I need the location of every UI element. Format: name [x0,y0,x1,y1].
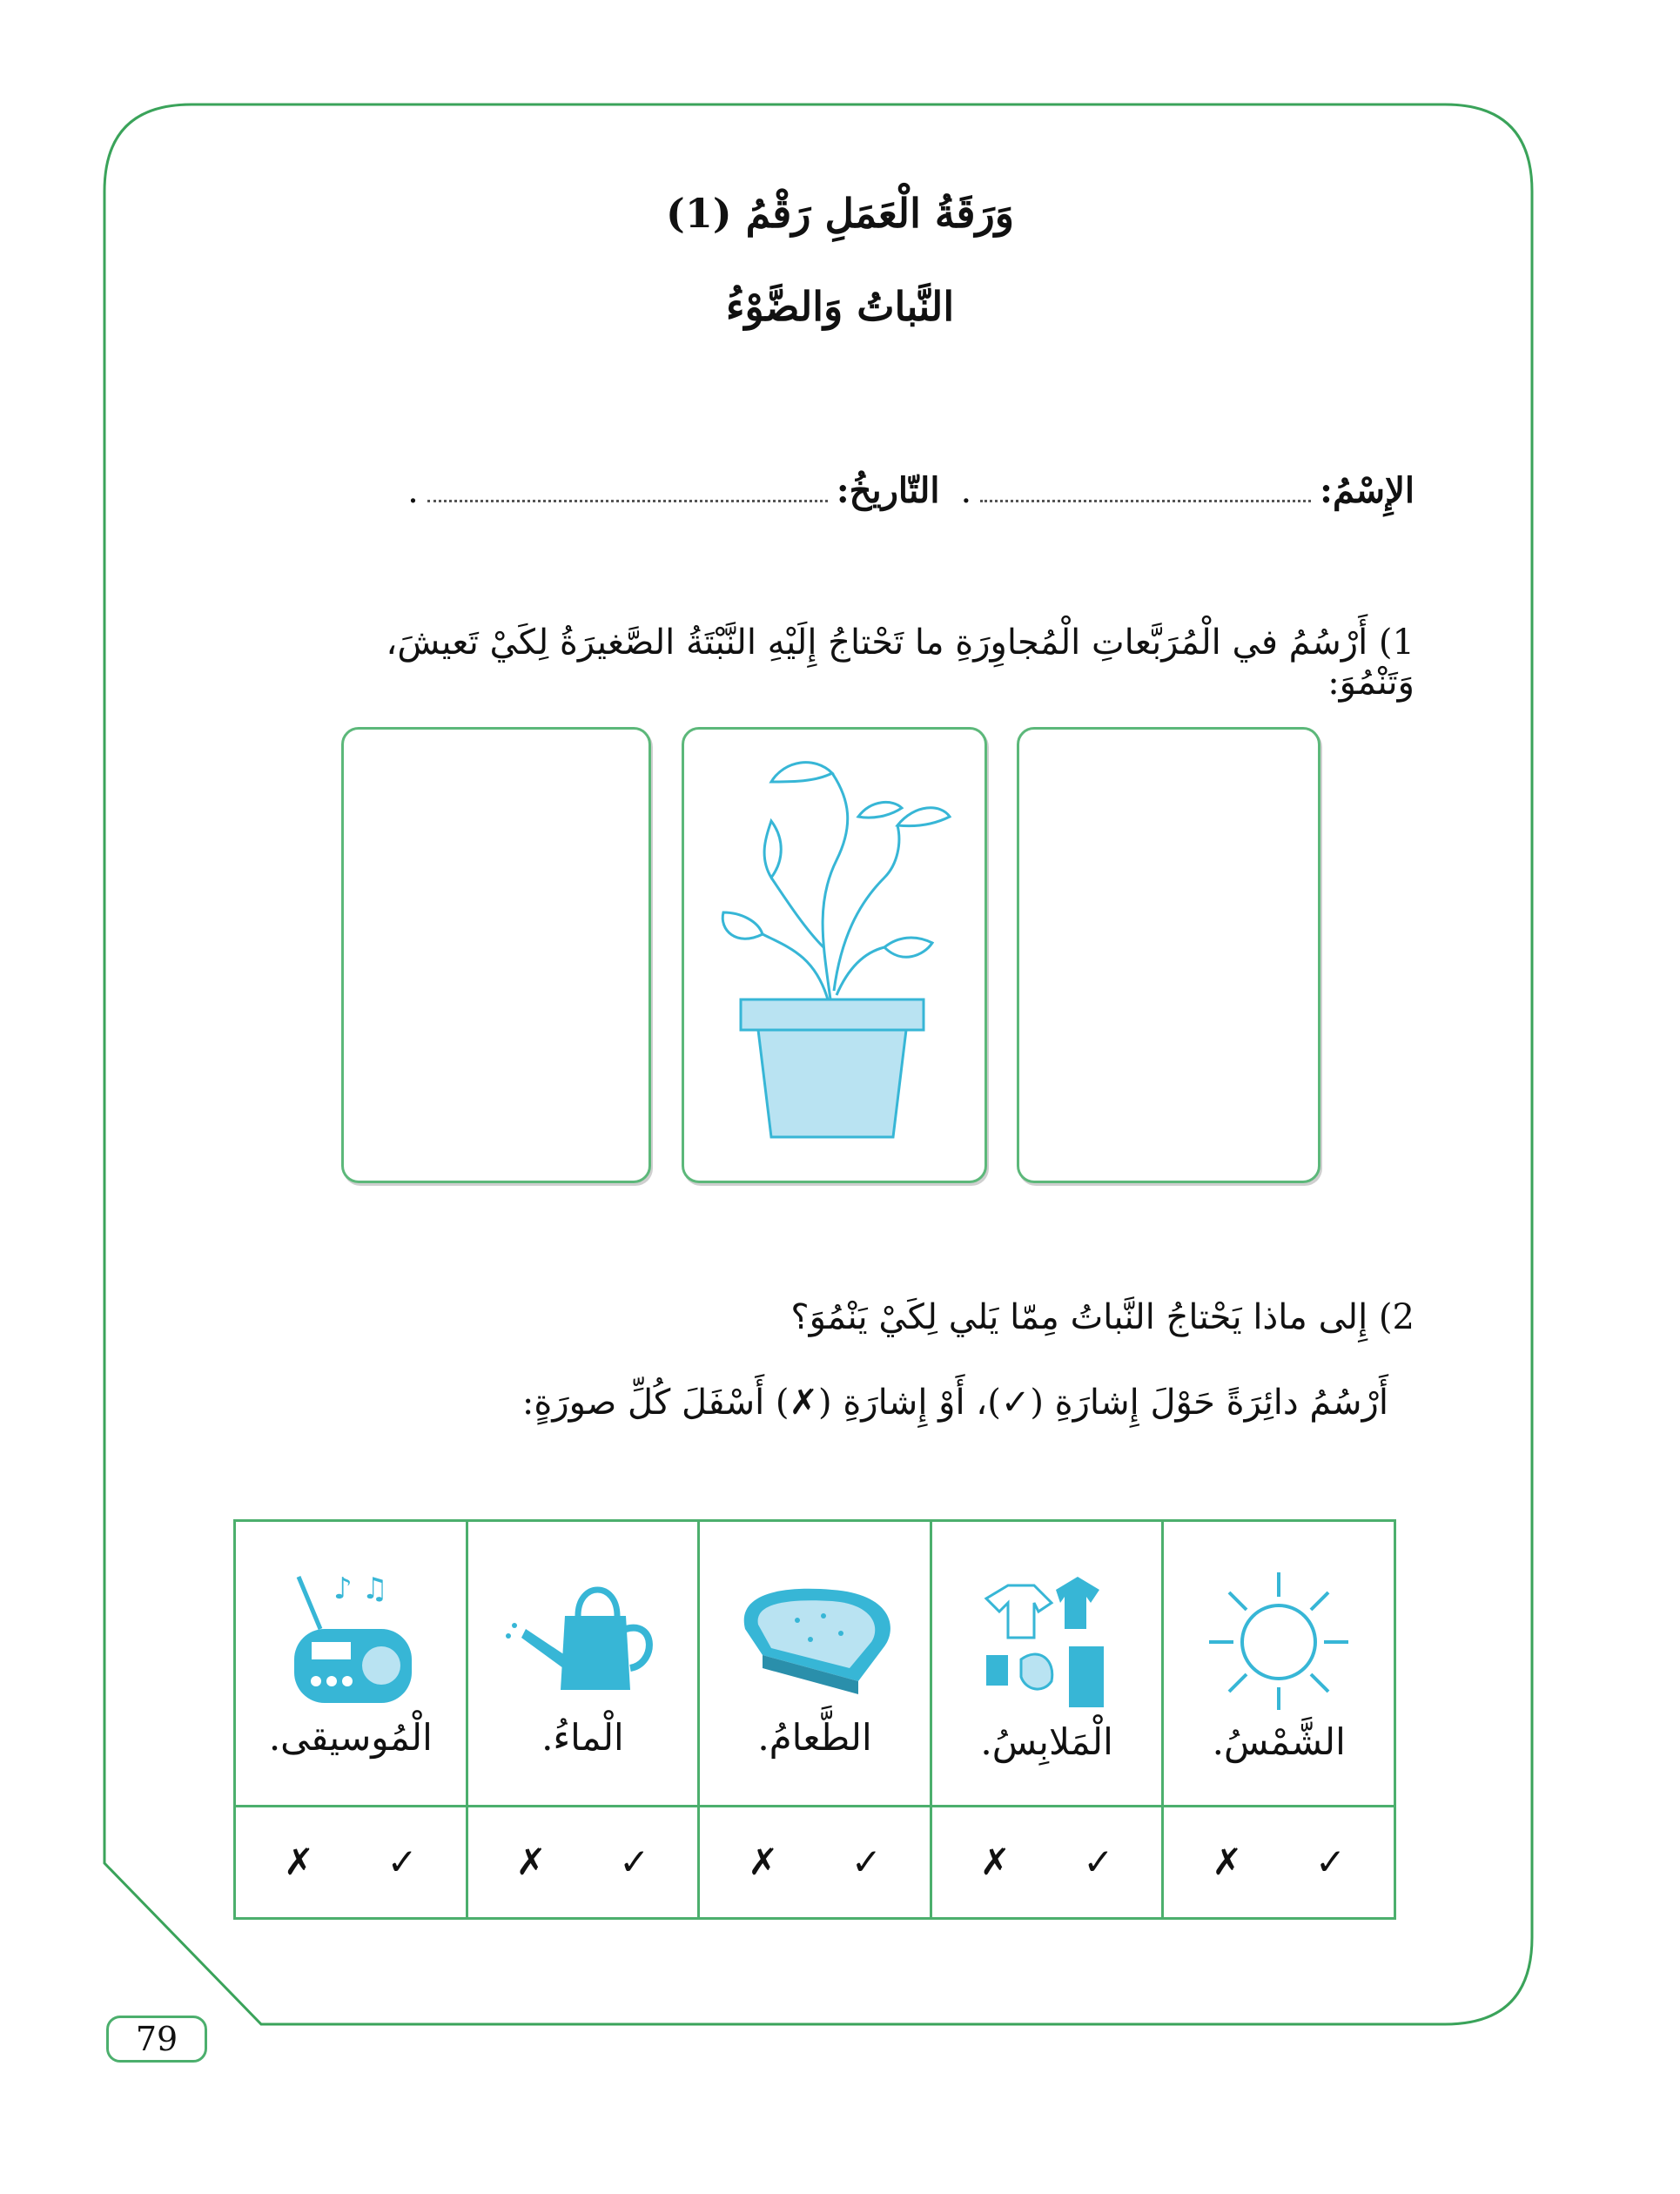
option-label: الْمُوسيقى. [268,1715,433,1759]
watering-can-icon [504,1568,661,1707]
check-mark[interactable]: ✓ [619,1841,650,1884]
option-label: الطَّعامُ. [757,1715,872,1759]
check-mark[interactable]: ✓ [1083,1841,1114,1884]
answer-cell-sun [1163,1806,1395,1918]
question-1: 1) أَرْسُمُ في الْمُرَبَّعاتِ الْمُجاوِرَةِ ما تَحْتاجُ إِلَيْهِ النَّبْتَةُ الصَّغيرَةُ لِكَيْ تَعيشَ، وَتَنْمُوَ: [386,623,1415,703]
clothes-icon [969,1564,1126,1712]
options-table [233,1519,1396,1920]
name-field[interactable] [980,500,1311,502]
period-mark-2: . [407,471,419,511]
option-label: الْمَلابِسُ. [980,1720,1113,1763]
worksheet-title: وَرَقَةُ الْعَمَلِ رَقْمُ (1) [666,190,1014,237]
option-label: الْماءُ. [541,1715,624,1759]
answer-cell-water [467,1806,699,1918]
worksheet-subtitle: النَّباتُ وَالضَّوْءُ [725,283,955,330]
option-cell-food [699,1521,931,1807]
potted-plant-icon [684,730,984,1181]
sun-icon [1200,1564,1357,1712]
cross-mark[interactable]: ✗ [515,1841,547,1884]
check-mark[interactable]: ✓ [386,1841,418,1884]
cross-mark[interactable]: ✗ [748,1841,779,1884]
answer-cell-clothes [931,1806,1163,1918]
name-label: الإِسْمُ: [1320,470,1415,511]
question-2: 2) إِلى ماذا يَحْتاجُ النَّباتُ مِمّا يَلي لِكَيْ يَنْمُوَ؟ [790,1297,1415,1337]
radio-icon [272,1568,429,1707]
drawing-box-right[interactable] [1017,727,1320,1183]
option-cell-clothes [931,1521,1163,1807]
option-cell-water [467,1521,699,1807]
page-number: 79 [106,2016,207,2063]
answer-cell-music [235,1806,467,1918]
option-cell-sun [1163,1521,1395,1807]
date-label: التّاريخُ: [836,470,940,511]
option-label: الشَّمْسُ. [1212,1720,1346,1763]
cross-mark[interactable]: ✗ [283,1841,315,1884]
plant-picture-box [682,727,987,1183]
option-cell-music [235,1521,467,1807]
sandwich-icon [728,1568,902,1707]
cross-mark[interactable]: ✗ [1212,1841,1243,1884]
period-mark: . [960,471,972,511]
check-mark[interactable]: ✓ [850,1841,882,1884]
drawing-box-left[interactable] [341,727,651,1183]
cross-mark[interactable]: ✗ [979,1841,1011,1884]
student-info-line [287,470,1415,511]
question-2-instruction: أَرْسُمُ دائِرَةً حَوْلَ إِشارَةِ (✓)، أَوْ إِشارَةِ (✗) أَسْفَلَ كُلِّ صورَةٍ: [521,1383,1388,1423]
check-mark[interactable]: ✓ [1314,1841,1347,1884]
answer-cell-food [699,1806,931,1918]
svg-text:♪ ♫: ♪ ♫ [333,1571,388,1606]
date-field[interactable] [427,500,828,502]
